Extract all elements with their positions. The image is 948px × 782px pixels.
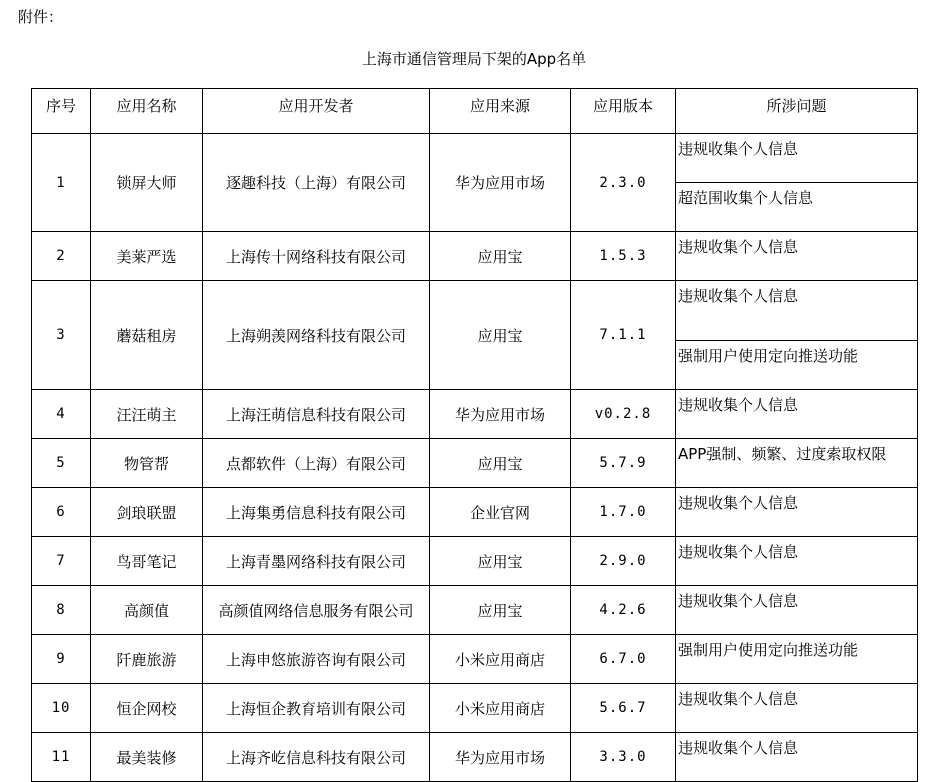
row-issue: 违规收集个人信息 — [676, 537, 918, 586]
row-app-name: 鸟哥笔记 — [91, 537, 203, 586]
row-version: 7.1.1 — [571, 281, 676, 390]
row-issue: APP强制、频繁、过度索取权限 — [676, 439, 918, 488]
table-row — [32, 586, 918, 635]
document-title: 上海市通信管理局下架的App名单 — [361, 50, 587, 68]
row-version: 6.7.0 — [571, 635, 676, 684]
row-issue: 超范围收集个人信息 — [676, 183, 918, 232]
row-index: 11 — [32, 733, 91, 782]
table-row — [32, 281, 918, 341]
row-app-name: 锁屏大师 — [91, 134, 203, 232]
table-row — [32, 134, 918, 183]
table-row — [32, 232, 918, 281]
row-developer: 上海汪萌信息科技有限公司 — [203, 390, 430, 439]
row-source: 应用宝 — [430, 439, 571, 488]
row-version: 2.3.0 — [571, 134, 676, 232]
row-app-name: 美莱严选 — [91, 232, 203, 281]
row-version: v0.2.8 — [571, 390, 676, 439]
header-developer: 应用开发者 — [203, 89, 430, 134]
table-row — [32, 635, 918, 684]
table-header-row — [32, 89, 918, 134]
row-developer: 点都软件（上海）有限公司 — [203, 439, 430, 488]
row-version: 5.6.7 — [571, 684, 676, 733]
row-source: 企业官网 — [430, 488, 571, 537]
app-list-table — [31, 88, 918, 782]
row-developer: 上海申悠旅游咨询有限公司 — [203, 635, 430, 684]
row-app-name: 汪汪萌主 — [91, 390, 203, 439]
row-version: 1.5.3 — [571, 232, 676, 281]
table-row — [32, 390, 918, 439]
row-source: 华为应用市场 — [430, 733, 571, 782]
row-index: 9 — [32, 635, 91, 684]
row-developer: 逐趣科技（上海）有限公司 — [203, 134, 430, 232]
row-source: 华为应用市场 — [430, 390, 571, 439]
row-app-name: 恒企网校 — [91, 684, 203, 733]
row-developer: 高颜值网络信息服务有限公司 — [203, 586, 430, 635]
row-index: 1 — [32, 134, 91, 232]
row-index: 6 — [32, 488, 91, 537]
row-index: 4 — [32, 390, 91, 439]
table-row — [32, 537, 918, 586]
header-version: 应用版本 — [571, 89, 676, 134]
row-issue: 违规收集个人信息 — [676, 281, 918, 341]
table-row — [32, 733, 918, 782]
row-index: 5 — [32, 439, 91, 488]
attachment-label: 附件： — [18, 8, 64, 26]
row-index: 2 — [32, 232, 91, 281]
row-app-name: 物管帮 — [91, 439, 203, 488]
table-row — [32, 488, 918, 537]
table-row — [32, 439, 918, 488]
header-app-name: 应用名称 — [91, 89, 203, 134]
header-issues: 所涉问题 — [676, 89, 918, 134]
row-source: 应用宝 — [430, 537, 571, 586]
row-developer: 上海朔羡网络科技有限公司 — [203, 281, 430, 390]
header-source: 应用来源 — [430, 89, 571, 134]
row-version: 3.3.0 — [571, 733, 676, 782]
row-source: 华为应用市场 — [430, 134, 571, 232]
row-index: 10 — [32, 684, 91, 733]
row-version: 1.7.0 — [571, 488, 676, 537]
row-app-name: 高颜值 — [91, 586, 203, 635]
row-app-name: 蘑菇租房 — [91, 281, 203, 390]
row-developer: 上海恒企教育培训有限公司 — [203, 684, 430, 733]
row-issue: 违规收集个人信息 — [676, 232, 918, 281]
row-source: 小米应用商店 — [430, 684, 571, 733]
table-body — [32, 134, 918, 782]
row-developer: 上海青墨网络科技有限公司 — [203, 537, 430, 586]
row-version: 4.2.6 — [571, 586, 676, 635]
row-issue: 违规收集个人信息 — [676, 488, 918, 537]
row-app-name: 最美装修 — [91, 733, 203, 782]
row-source: 小米应用商店 — [430, 635, 571, 684]
table-row — [32, 684, 918, 733]
row-issue: 违规收集个人信息 — [676, 733, 918, 782]
row-issue: 违规收集个人信息 — [676, 390, 918, 439]
row-app-name: 阡鹿旅游 — [91, 635, 203, 684]
row-issue: 违规收集个人信息 — [676, 684, 918, 733]
row-source: 应用宝 — [430, 232, 571, 281]
row-issue: 违规收集个人信息 — [676, 134, 918, 183]
row-developer: 上海传十网络科技有限公司 — [203, 232, 430, 281]
row-index: 3 — [32, 281, 91, 390]
row-developer: 上海齐屹信息科技有限公司 — [203, 733, 430, 782]
row-version: 5.7.9 — [571, 439, 676, 488]
row-index: 8 — [32, 586, 91, 635]
row-version: 2.9.0 — [571, 537, 676, 586]
header-index: 序号 — [32, 89, 91, 134]
row-app-name: 剑琅联盟 — [91, 488, 203, 537]
row-source: 应用宝 — [430, 281, 571, 390]
row-developer: 上海集勇信息科技有限公司 — [203, 488, 430, 537]
row-source: 应用宝 — [430, 586, 571, 635]
row-index: 7 — [32, 537, 91, 586]
row-issue: 违规收集个人信息 — [676, 586, 918, 635]
row-issue: 强制用户使用定向推送功能 — [676, 635, 918, 684]
row-issue: 强制用户使用定向推送功能 — [676, 341, 918, 390]
